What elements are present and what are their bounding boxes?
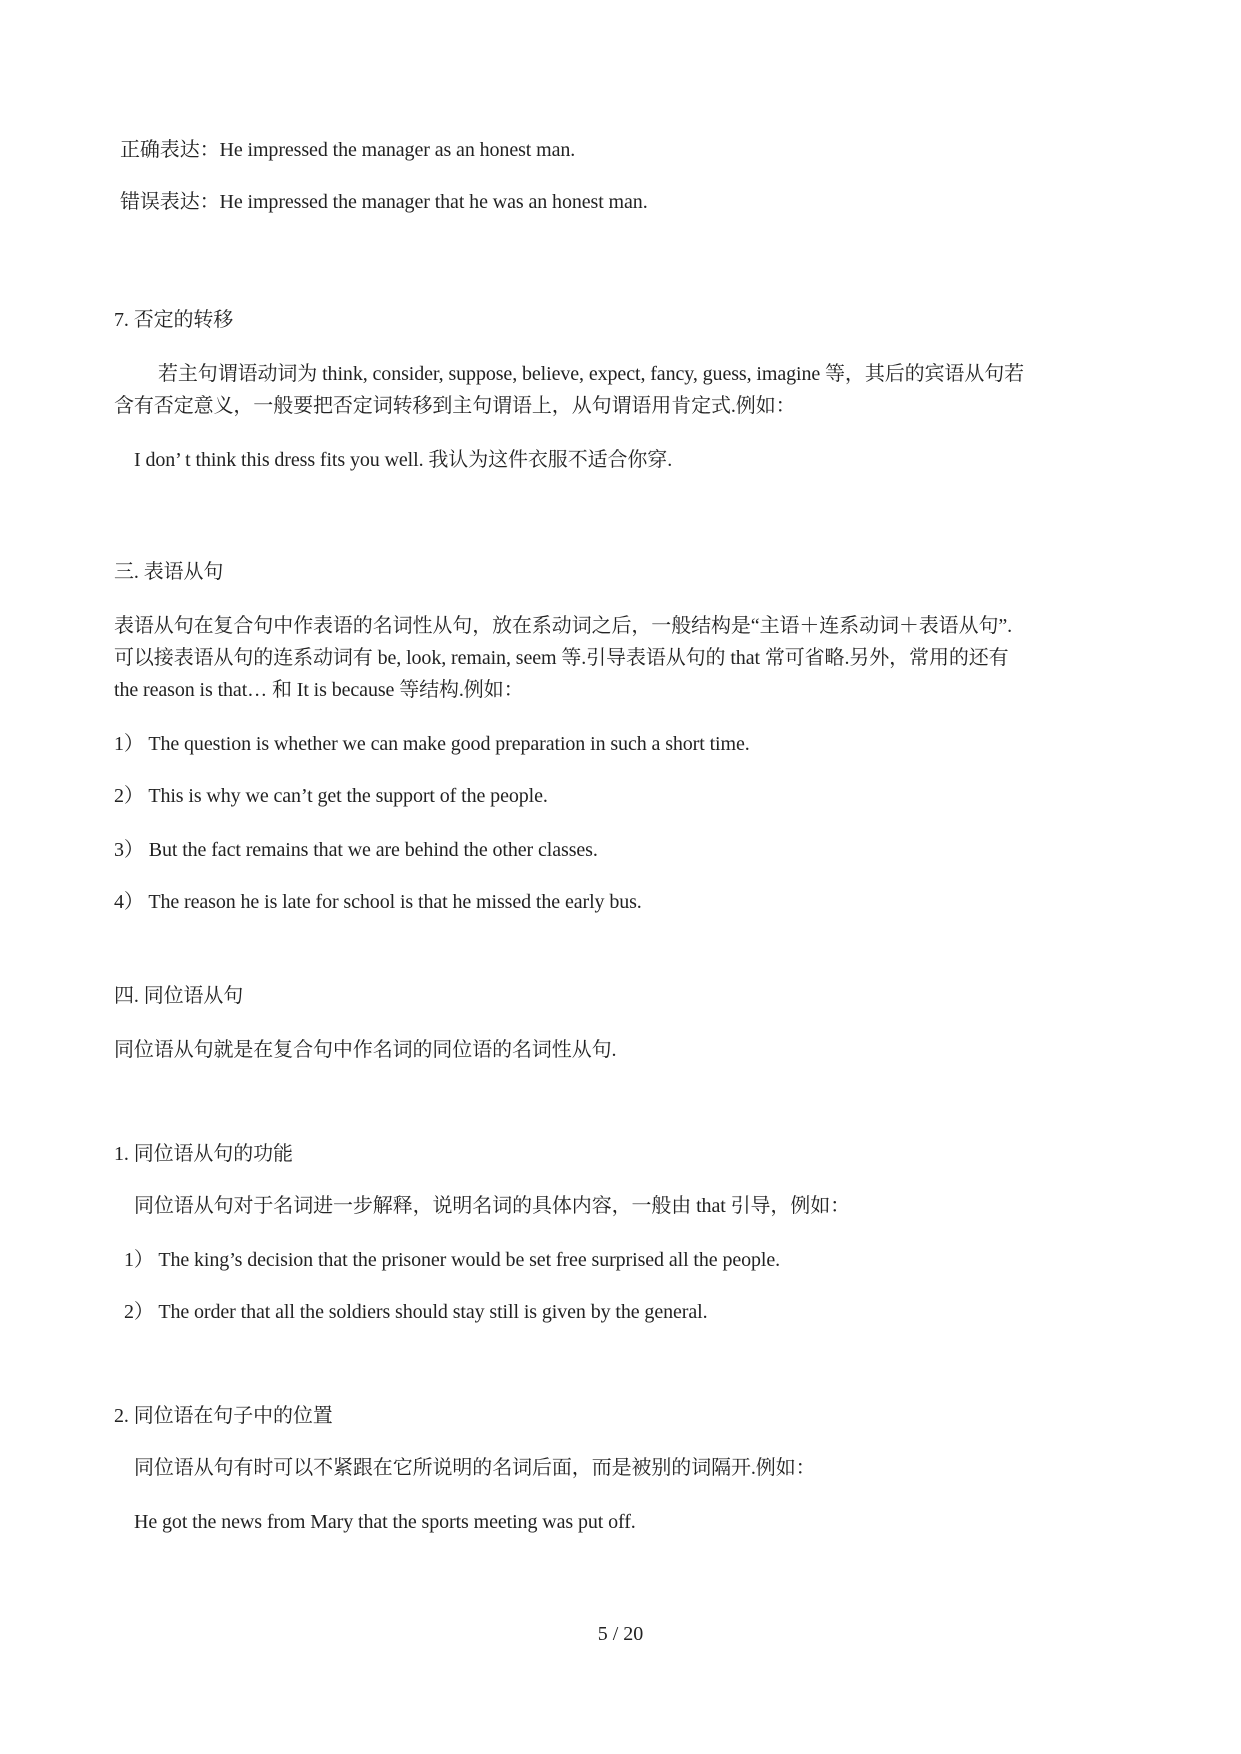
correct-example: 正确表达：He impressed the manager as an honest man. [120,139,576,161]
paragraph-line: the reason is that… 和 It is because 等结构.例如： [114,679,524,701]
example-sentence: I don’ t think this dress fits you well. 我认为这件衣服不适合你穿. [134,449,673,471]
list-item: 4） The reason he is late for school is that he missed the early bus. [114,891,642,913]
section-heading-predicative-clause: 三. 表语从句 [114,561,224,583]
subsection-heading-position: 2. 同位语在句子中的位置 [114,1405,333,1427]
paragraph-line: 表语从句在复合句中作表语的名词性从句，放在系动词之后，一般结构是“主语＋连系动词＋表语从句”. [114,615,1013,637]
paragraph-line: 同位语从句对于名词进一步解释，说明名词的具体内容，一般由 that 引导，例如： [134,1195,850,1217]
page-number: 5 / 20 [597,1623,644,1645]
list-item: 1） The question is whether we can make good preparation in such a short time. [114,733,750,755]
example-sentence: He got the news from Mary that the sports meeting was put off. [134,1511,636,1533]
incorrect-example: 错误表达：He impressed the manager that he was an honest man. [120,191,648,213]
paragraph-line: 可以接表语从句的连系动词有 be, look, remain, seem 等.引导表语从句的 that 常可省略.另外，常用的还有 [114,647,1009,669]
subsection-heading-function: 1. 同位语从句的功能 [114,1143,293,1165]
paragraph-line: 同位语从句有时可以不紧跟在它所说明的名词后面，而是被别的词隔开.例如： [134,1457,816,1479]
list-item: 1） The king’s decision that the prisoner would be set free surprised all the people. [124,1249,781,1271]
list-item: 2） This is why we can’t get the support of the people. [114,785,548,807]
paragraph-line: 若主句谓语动词为 think, consider, suppose, believe, expect, fancy, guess, imagine 等，其后的宾语从句若 [158,363,1025,385]
section-heading-appositive-clause: 四. 同位语从句 [114,985,244,1007]
list-item: 3） But the fact remains that we are behind the other classes. [114,839,598,861]
paragraph-line: 含有否定意义，一般要把否定词转移到主句谓语上，从句谓语用肯定式.例如： [114,395,796,417]
section-heading-negation-transfer: 7. 否定的转移 [114,309,234,331]
paragraph-line: 同位语从句就是在复合句中作名词的同位语的名词性从句. [114,1039,617,1061]
list-item: 2） The order that all the soldiers should stay still is given by the general. [124,1301,708,1323]
